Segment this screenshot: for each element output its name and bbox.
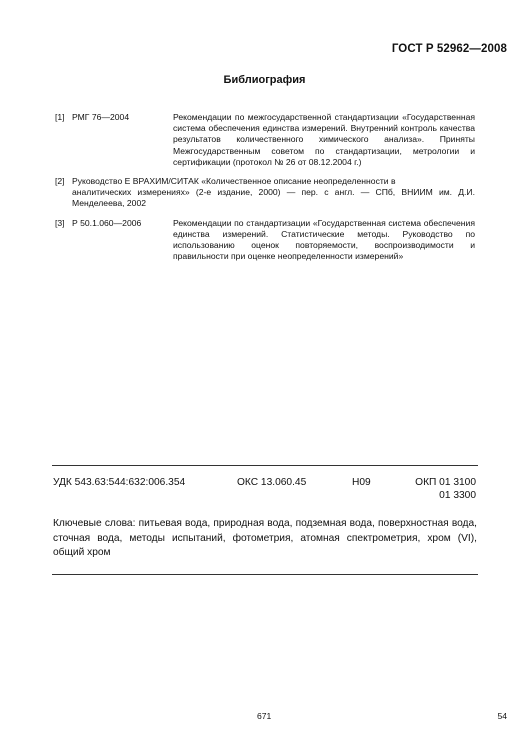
entry-reference-column xyxy=(55,112,173,168)
keywords-paragraph: Ключевые слова: питьевая вода, природная вода, подземная вода, поверхностная вода, сточная вода, методы испытаний, фотометрия, атомная спектрометрия, хром (VI), общий хром xyxy=(53,518,477,559)
page-number-center: 671 xyxy=(257,711,272,721)
entry-number: [3] xyxy=(55,217,65,228)
divider-bottom xyxy=(52,574,478,575)
group-code: Н09 xyxy=(352,477,371,488)
bibliography-entry-3 xyxy=(55,218,475,263)
entry-description: Рекомендации по межгосударственной стандартизации «Государственная система обеспечения единства измерений. Внутренний контроль качества результатов количественного химического анализа». Приняты Межгосударственным советом по стандартизации, метрологии и сертификации (протокол № 26 от 08.12.2004 г.) xyxy=(173,112,475,167)
entry-continuation: аналитических измерениях» (2-е издание, 2000) — пер. с англ. — СПб, ВНИИМ им. Д.И. Менделеева, 2002 xyxy=(72,187,475,209)
entry-reference: Р 50.1.060—2006 xyxy=(72,217,142,228)
bibliography-list xyxy=(55,112,475,262)
okp-code-2: 01 3300 xyxy=(439,489,476,501)
entry-description: Рекомендации по стандартизации «Государственная система обеспечения единства измерений. Статистические методы. Руководство по использованию оценок повторяемости, воспроизводимости и правильности при оценке неопределенности измерений» xyxy=(173,217,475,262)
page-number-right: 54 xyxy=(497,711,507,721)
entry-reference: РМГ 76—2004 xyxy=(72,112,130,122)
entry-first-line: Руководство Е ВРАХИМ/СИТАК «Количественное описание неопределенности в xyxy=(72,176,396,187)
udk-code: УДК 543.63:544:632:006.354 xyxy=(53,477,186,488)
entry-number: [2] xyxy=(55,176,65,187)
okp-codes xyxy=(415,477,476,502)
divider-top xyxy=(52,465,478,466)
bibliography-title: Библиография xyxy=(223,74,306,86)
bibliography-entry-1 xyxy=(55,112,475,168)
oks-code: ОКС 13.060.45 xyxy=(237,477,307,488)
okp-code-1: ОКП 01 3100 xyxy=(415,477,476,488)
entry-reference-column xyxy=(55,218,173,263)
bibliography-entry-2 xyxy=(55,176,475,210)
entry-number: [1] xyxy=(55,112,65,122)
standard-code: ГОСТ Р 52962—2008 xyxy=(391,43,507,55)
